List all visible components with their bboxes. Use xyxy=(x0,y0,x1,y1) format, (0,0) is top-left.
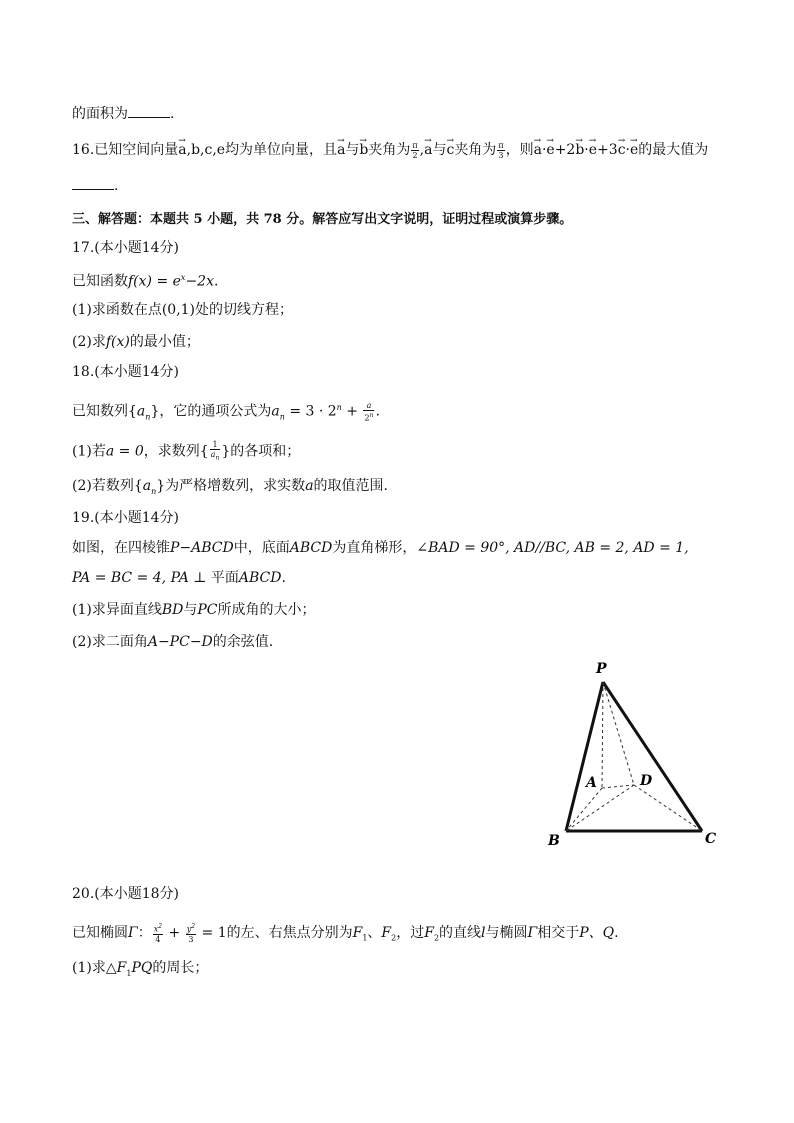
q18-an: a xyxy=(136,403,146,420)
q19-l2-end: . xyxy=(281,570,286,586)
q19-p1-mid: 与 xyxy=(183,602,198,618)
q18-p2-mid: }为严格增数列，求实数 xyxy=(156,478,306,494)
q20-stem-prefix: 已知椭圆 xyxy=(72,924,128,941)
vec-b: → b xyxy=(359,140,368,160)
q20-header: 20.(本小题18分) xyxy=(72,886,180,902)
q18-sub-n: n xyxy=(145,412,151,422)
q18-an-2: a xyxy=(271,403,280,420)
q20-end: . xyxy=(614,924,619,941)
q20-y-exp: 2 xyxy=(191,923,196,930)
q18-frac-num: a xyxy=(363,401,374,411)
q17-stem xyxy=(72,268,218,292)
q20-stem-mid3: 的直线 xyxy=(439,924,482,941)
edge-DC xyxy=(634,785,702,831)
plus-3: +3 xyxy=(597,142,618,158)
label-C: C xyxy=(705,831,717,847)
q20-stem-mid2: ，过 xyxy=(396,924,425,941)
q16-comma: , xyxy=(419,142,425,158)
q15-tail-text: 的面积为 xyxy=(72,106,128,122)
edge-PD xyxy=(603,682,634,785)
q17-func: f(x) = e xyxy=(128,273,181,290)
answer-blank-16 xyxy=(72,177,114,190)
q20-triangle: △ xyxy=(105,960,117,976)
q18-sub-n-2: n xyxy=(279,412,285,422)
q19-pyramid: P−ABCD xyxy=(170,540,234,556)
q18-exp-n: n xyxy=(336,403,342,412)
q16-end: . xyxy=(114,178,119,194)
edge-PC xyxy=(603,682,702,831)
q17-func-tail: −2x xyxy=(185,273,214,290)
q18-plus: + xyxy=(341,403,363,420)
edge-AD xyxy=(602,785,634,788)
q20-stem xyxy=(72,922,619,949)
q19-p1-tail: 所成角的大小； xyxy=(217,602,316,618)
q19-conds2: PA = BC = 4, PA ⊥ xyxy=(72,570,211,586)
q19-conds1: ∠BAD = 90°, AD//BC, AB = 2, AD = 1, xyxy=(416,540,689,556)
q18-p1-frac-num: 1 xyxy=(210,440,221,450)
q20-four: 4 xyxy=(155,934,161,944)
q17-part2 xyxy=(72,332,200,352)
q18-part2 xyxy=(72,476,388,502)
q20-l: l xyxy=(481,924,486,941)
q20-frac-x xyxy=(153,922,163,944)
q19-stem-line2 xyxy=(72,568,286,588)
pi-1: π xyxy=(412,140,418,150)
q18-p1-tail: }的各项和； xyxy=(221,443,301,460)
frac-pi-2 xyxy=(411,141,418,160)
hidden-edges xyxy=(566,682,702,831)
q19-pc: PC xyxy=(197,602,218,618)
q20-part1 xyxy=(72,958,208,984)
q19-part1 xyxy=(72,600,316,620)
q19-l1-mid2: 为直角梯形， xyxy=(332,540,417,556)
q20-colon: ： xyxy=(137,924,152,941)
vec-a: → a xyxy=(337,140,345,160)
q18-p1-frac xyxy=(210,440,221,463)
q19-l1-prefix: 如图，在四棱锥 xyxy=(72,540,170,556)
q16-tail: 的最大值为 xyxy=(638,142,709,158)
answer-blank xyxy=(128,105,170,118)
section-3-header: 三、解答题：本题共 5 小题，共 78 分。解答应写出文字说明，证明过程或演算步骤。 xyxy=(72,212,573,227)
q18-p1-frac-den-a: a xyxy=(210,450,216,459)
q20-gamma: Γ xyxy=(128,924,138,941)
q17-stem-end: . xyxy=(213,273,219,290)
q20-frac-y xyxy=(186,922,196,944)
q20-x2 xyxy=(153,922,163,935)
q17-p2-tail: 的最小值； xyxy=(129,334,200,350)
q20-gamma-2: Γ xyxy=(527,924,538,941)
q16-answer-line xyxy=(72,176,118,196)
q20-stem-mid4: 与椭圆 xyxy=(485,924,528,941)
q18-frac xyxy=(363,401,374,423)
q18-p1-frac-den-n: n xyxy=(215,454,220,462)
q20-F2-b: F xyxy=(424,924,434,941)
q16-and1: 与 xyxy=(345,142,360,158)
q20-sep: 、 xyxy=(367,924,382,941)
pi-2: π xyxy=(498,140,504,150)
q17-part1: (1)求函数在点(0,1)处的切线方程； xyxy=(72,302,294,318)
vec-e-2: → e xyxy=(589,140,597,160)
q17-p2-func: f(x) xyxy=(105,334,130,350)
q20-p1-tail: 的周长； xyxy=(152,960,209,976)
label-B: B xyxy=(548,833,560,849)
vec-list: → a,b,c,e xyxy=(178,140,225,160)
edge-PB xyxy=(566,682,603,831)
q18-formula: = 3 · 2 xyxy=(284,403,337,420)
q20-F2-b-sub: 2 xyxy=(433,933,440,943)
plus-2: +2 xyxy=(554,142,576,158)
q20-p1-F-sub: 1 xyxy=(126,968,132,978)
q18-p1-frac-den xyxy=(210,450,221,463)
den-2: 2 xyxy=(412,150,418,160)
q15-end: . xyxy=(170,106,175,122)
q16-then: ，则 xyxy=(505,142,534,158)
q19-plane: ABCD xyxy=(238,570,282,586)
q20-stem-mid5: 相交于 xyxy=(537,924,580,941)
q20-eq: = 1 xyxy=(197,924,227,941)
den-3: 3 xyxy=(498,150,504,160)
dot-1: · xyxy=(541,142,547,158)
q17-exp: x xyxy=(180,273,186,282)
q20-F2: F xyxy=(381,924,392,941)
q19-l2-mid: 平面 xyxy=(210,570,239,586)
q18-stem-mid: }，它的通项公式为 xyxy=(150,403,272,420)
q20-F1: F xyxy=(352,924,363,941)
q18-stem-end: . xyxy=(375,403,380,420)
label-P: P xyxy=(596,661,607,677)
q15-tail-line xyxy=(72,104,174,124)
q18-header: 18.(本小题14分) xyxy=(72,364,180,380)
q18-part1 xyxy=(72,440,300,463)
q16-and2: 与 xyxy=(432,142,447,158)
vec-c: → c xyxy=(446,140,454,160)
q19-stem-line1 xyxy=(72,538,689,558)
q20-pq: P、Q xyxy=(579,924,615,941)
q17-p2-prefix: (2)求 xyxy=(72,334,106,350)
q18-p2-tail: 的取值范围. xyxy=(313,478,388,494)
vec-a-3: → a xyxy=(534,140,542,160)
q16-line xyxy=(72,140,708,160)
q19-header: 19.(本小题14分) xyxy=(72,510,180,526)
q20-plus: + xyxy=(164,924,185,941)
dot-2: · xyxy=(584,142,589,158)
q16-angle2: 夹角为 xyxy=(454,142,497,158)
edge-PA xyxy=(602,682,603,788)
q20-p1-prefix: (1)求 xyxy=(72,960,106,976)
q17-header: 17.(本小题14分) xyxy=(72,240,180,256)
label-A: A xyxy=(586,775,597,791)
q19-p2-tail: 的余弦值. xyxy=(212,634,274,650)
q20-F1-sub: 1 xyxy=(362,933,368,943)
q16-vectors xyxy=(178,142,225,158)
q16-mid1: 均为单位向量，且 xyxy=(225,142,338,158)
dot-3: · xyxy=(625,142,630,158)
q18-p2-an: a xyxy=(142,478,152,494)
q18-p1-cond: a = 0 xyxy=(105,443,144,460)
q16-angle1: 夹角为 xyxy=(368,142,411,158)
vec-e-3: → e xyxy=(630,140,638,160)
q16-prefix: 16.已知空间向量 xyxy=(72,142,179,158)
q19-part2 xyxy=(72,632,273,652)
q20-p1-pq: PQ xyxy=(131,960,153,976)
vec-a-2: → a xyxy=(424,140,432,160)
q19-p1-prefix: (1)求异面直线 xyxy=(72,602,162,618)
vec-b-2: → b xyxy=(575,140,584,160)
q18-frac-den-base: 2 xyxy=(364,413,370,423)
q19-angle: A−PC−D xyxy=(147,634,213,650)
q20-stem-mid: 的左、右焦点分别为 xyxy=(226,924,353,941)
pyramid-figure xyxy=(540,655,730,855)
label-D: D xyxy=(640,773,653,789)
q20-three: 3 xyxy=(188,934,194,944)
q19-bd: BD xyxy=(161,602,184,618)
q20-x: x xyxy=(153,924,159,934)
q19-base: ABCD xyxy=(289,540,333,556)
q18-p2-prefix: (2)若数列{ xyxy=(72,478,143,494)
q20-x-exp: 2 xyxy=(158,923,163,930)
q19-l1-mid: 中，底面 xyxy=(233,540,290,556)
q20-y2 xyxy=(186,922,196,935)
q17-stem-prefix: 已知函数 xyxy=(72,273,128,290)
q18-p1-mid: ，求数列{ xyxy=(143,443,209,460)
q20-y: y xyxy=(186,924,192,934)
q18-frac-den-exp: n xyxy=(369,411,374,419)
vec-c-2: → c xyxy=(618,140,626,160)
q18-stem-prefix: 已知数列{ xyxy=(72,403,137,420)
frac-pi-3 xyxy=(497,141,504,160)
q18-p1-prefix: (1)若 xyxy=(72,443,106,460)
vec-e-1: → e xyxy=(546,140,554,160)
q18-p2-sub-n: n xyxy=(151,486,157,496)
q18-frac-den xyxy=(363,411,374,423)
q20-p1-F: F xyxy=(116,960,127,976)
q20-F2-sub: 2 xyxy=(391,933,397,943)
q18-stem xyxy=(72,398,380,427)
q19-p2-prefix: (2)求二面角 xyxy=(72,634,148,650)
q18-p2-var: a xyxy=(305,478,314,494)
